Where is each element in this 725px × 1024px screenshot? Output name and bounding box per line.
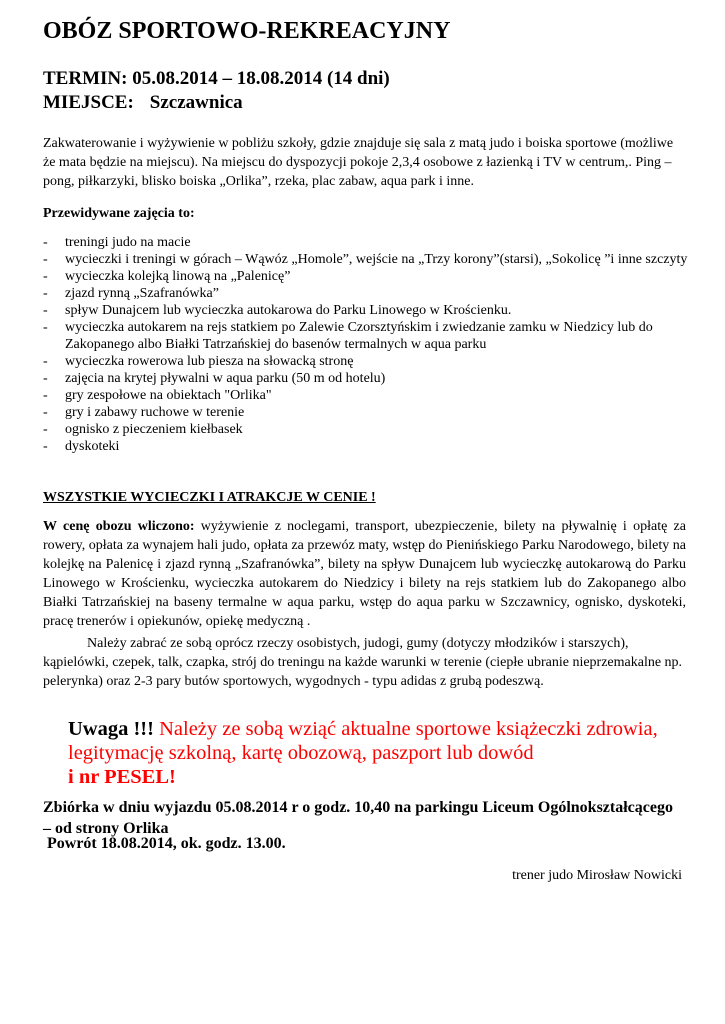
activity-text: wycieczki i treningi w górach – Wąwóz „Homole”, wejście na „Trzy korony”(starsi), „Sokolicę ”i inne szczyty xyxy=(65,252,688,267)
activity-text: zajęcia na krytej pływalni w aqua parku (50 m od hotelu) xyxy=(65,371,386,386)
price-paragraph xyxy=(43,517,686,631)
activity-text: gry zespołowe na obiektach "Orlika" xyxy=(65,388,272,403)
activity-text: treningi judo na macie xyxy=(65,235,191,250)
warning-notice xyxy=(68,717,698,789)
bullet-dash: - xyxy=(43,354,48,369)
bullet-dash: - xyxy=(43,286,48,301)
return-info: Powrót 18.08.2014, ok. godz. 13.00. xyxy=(43,835,286,852)
camp-place xyxy=(43,91,243,114)
place-label: MIEJSCE: xyxy=(43,92,134,113)
activity-text: spływ Dunajcem lub wycieczka autokarowa do Parku Linowego w Krościenku. xyxy=(65,303,512,318)
warning-text: Należy ze sobą wziąć aktualne sportowe książeczki zdrowia, legitymację szkolną, kartę obozową, paszport lub dowód xyxy=(68,718,658,764)
activity-item xyxy=(43,438,693,455)
warning-lead: Uwaga !!! xyxy=(68,718,154,740)
bullet-dash: - xyxy=(43,388,48,403)
bullet-dash: - xyxy=(43,269,48,284)
activity-item xyxy=(43,319,693,353)
activity-text: ognisko z pieczeniem kiełbasek xyxy=(65,422,243,437)
activity-text: gry i zabawy ruchowe w terenie xyxy=(65,405,245,420)
price-label: W cenę obozu wliczono: xyxy=(43,519,195,534)
page-title: OBÓZ SPORTOWO-REKREACYJNY xyxy=(43,18,451,44)
intro-paragraph: Zakwaterowanie i wyżywienie w pobliżu szkoły, gdzie znajduje się sala z matą judo i boiska sportowe (możliwe że mata będzie na miejscu). Na miejscu do dyspozycji pokoje 2,3,4 osobowe z łazienką i TV w centrum,. Ping –pong, piłkarzyki, blisko boiska „Orlika”, rzeka, plac zabaw, aqua park i inne. xyxy=(43,136,674,189)
bullet-dash: - xyxy=(43,252,48,267)
bullet-dash: - xyxy=(43,303,48,318)
activity-item xyxy=(43,234,693,251)
activity-text: wycieczka kolejką linową na „Palenicę” xyxy=(65,269,291,284)
activity-item xyxy=(43,370,693,387)
activity-text: wycieczka rowerowa lub piesza na słowacką stronę xyxy=(65,354,354,369)
camp-term: TERMIN: 05.08.2014 – 18.08.2014 (14 dni) xyxy=(43,68,390,89)
bullet-dash: - xyxy=(43,320,48,335)
signature: trener judo Mirosław Nowicki xyxy=(512,868,682,883)
bullet-dash: - xyxy=(43,235,48,250)
activity-item xyxy=(43,285,693,302)
activity-item xyxy=(43,353,693,370)
activities-list xyxy=(43,234,693,455)
activity-item xyxy=(43,251,693,268)
activity-text: wycieczka autokarem na rejs statkiem po Zalewie Czorsztyńskim i zwiedzanie zamku w Niedzicy lub do Zakopanego albo Białki Tatrzańskiej do basenów termalnych w aqua parku xyxy=(65,320,653,352)
warning-pesel: i nr PESEL! xyxy=(68,766,176,788)
bullet-dash: - xyxy=(43,422,48,437)
meeting-info: Zbiórka w dniu wyjazdu 05.08.2014 r o godz. 10,40 na parkingu Liceum Ogólnokształcącego – od strony Orlika xyxy=(43,799,673,837)
activity-item xyxy=(43,387,693,404)
bullet-dash: - xyxy=(43,439,48,454)
price-text: wyżywienie z noclegami, transport, ubezpieczenie, bilety na pływalnię i opłatę za rowery, opłata za wynajem hali judo, opłata za przewóz maty, wstęp do Pienińskiego Parku Narodowego, bilety na kolejkę na Palenicę i zjazd rynną „Szafranówka”, bilety na spływ Dunajcem lub wycieczkę autokarową do Parku Linowego w Krościenku, wycieczka autokarem do Niedzicy i bilety na rejs statkiem lub do Zakopanego albo Białki Tatrzańskiej na baseny termalne w aqua parku, wstęp do aqua parku w Szczawnicy, ognisko, dyskoteki, pracę trenerów i opiekunów, opiekę medyczną . xyxy=(43,519,686,629)
activity-item xyxy=(43,421,693,438)
activity-item xyxy=(43,404,693,421)
bring-paragraph: Należy zabrać ze sobą oprócz rzeczy osobistych, judogi, gumy (dotyczy młodzików i starszych), kąpielówki, czepek, talk, czapka, strój do treningu na każde warunki w terenie (ciepłe ubranie nieprzemakalne np. pelerynka) oraz 2-3 pary butów sportowych, wygodnych - typu adidas z grubą podeszwą. xyxy=(43,636,683,689)
activity-text: dyskoteki xyxy=(65,439,120,454)
bullet-dash: - xyxy=(43,405,48,420)
bullet-dash: - xyxy=(43,371,48,386)
activity-item xyxy=(43,302,693,319)
activity-text: zjazd rynną „Szafranówka” xyxy=(65,286,219,301)
activities-heading: Przewidywane zajęcia to: xyxy=(43,206,195,221)
activity-item xyxy=(43,268,693,285)
place-value: Szczawnica xyxy=(149,92,243,113)
all-included-notice: WSZYSTKIE WYCIECZKI I ATRAKCJE W CENIE ! xyxy=(43,490,376,505)
